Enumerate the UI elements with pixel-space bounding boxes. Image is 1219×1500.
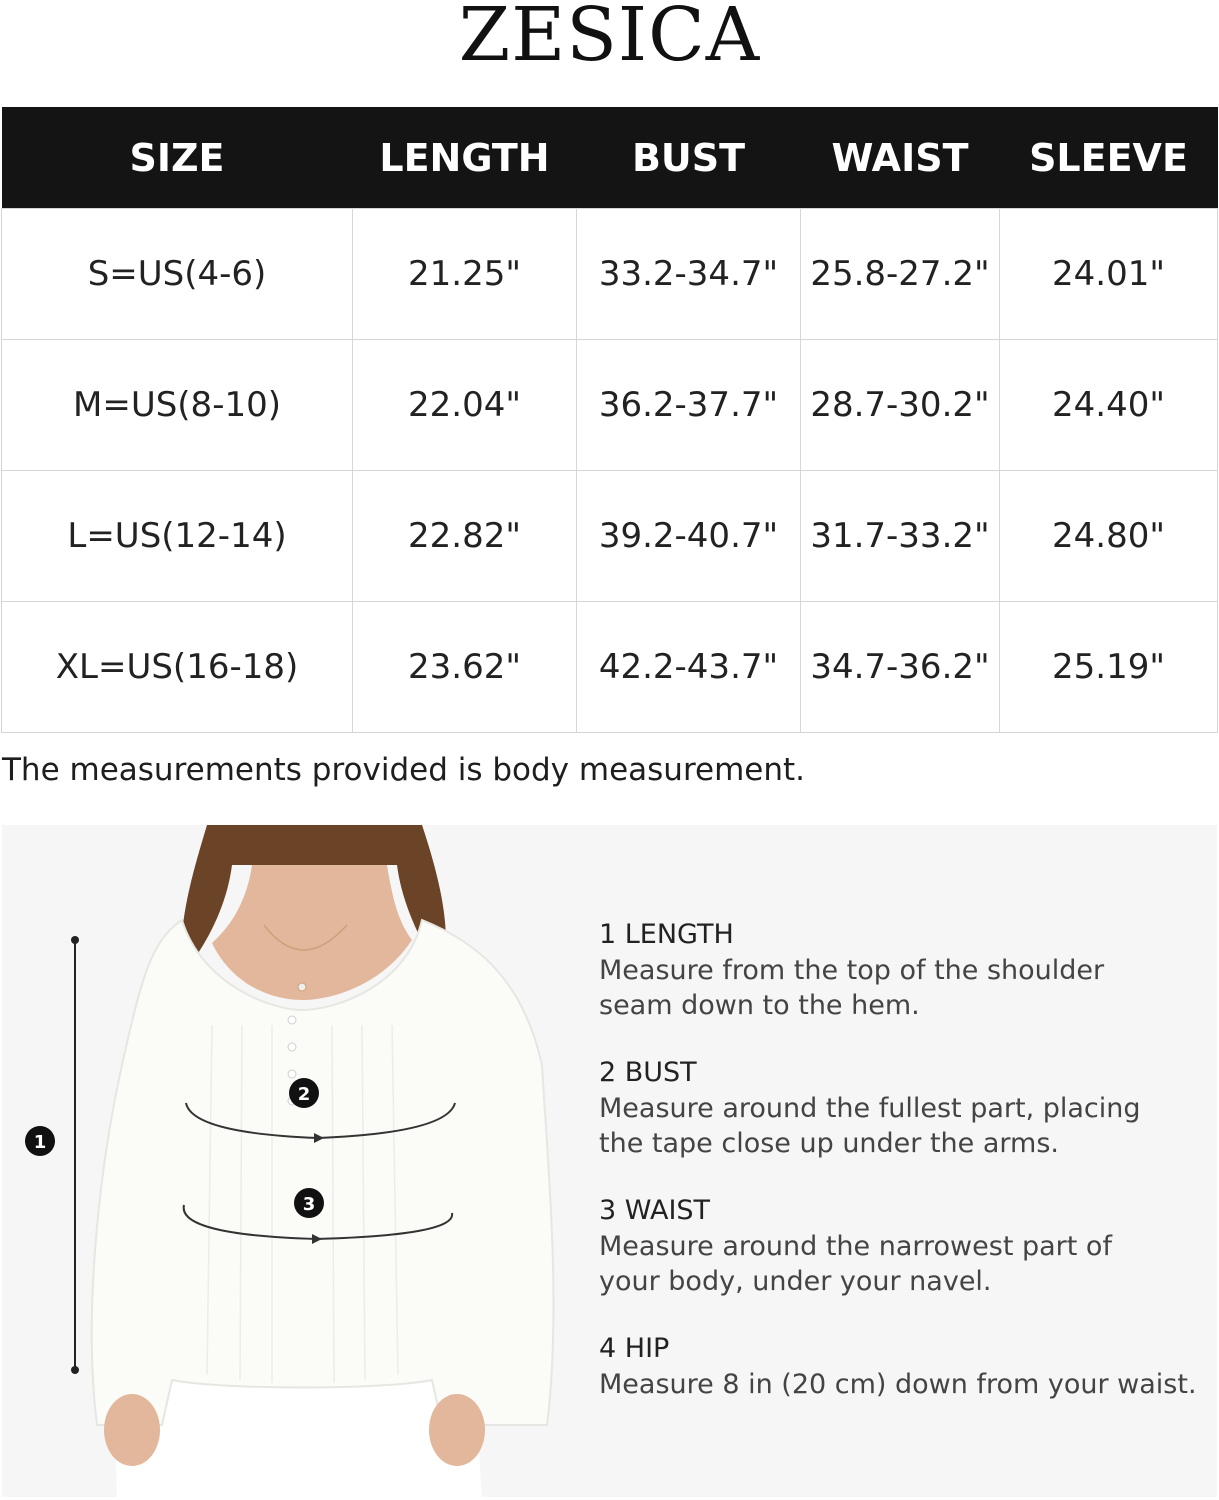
header-length: LENGTH bbox=[353, 107, 577, 209]
measure-steps bbox=[599, 917, 1209, 1434]
header-waist: WAIST bbox=[801, 107, 1000, 209]
step-title: 1 LENGTH bbox=[599, 919, 734, 950]
cell-bust: 42.2-43.7" bbox=[577, 602, 801, 733]
cell-size: S=US(4-6) bbox=[2, 209, 353, 340]
cell-waist: 31.7-33.2" bbox=[801, 471, 1000, 602]
step-title: 3 WAIST bbox=[599, 1195, 711, 1226]
table-row bbox=[2, 602, 1218, 733]
cell-sleeve: 25.19" bbox=[1000, 602, 1218, 733]
header-size: SIZE bbox=[2, 107, 353, 209]
step-desc: Measure around the fullest part, placing the tape close up under the arms. bbox=[599, 1093, 1141, 1159]
step-desc: Measure 8 in (20 cm) down from your waist. bbox=[599, 1369, 1197, 1400]
cell-length: 21.25" bbox=[353, 209, 577, 340]
cell-bust: 33.2-34.7" bbox=[577, 209, 801, 340]
step-hip bbox=[599, 1331, 1209, 1402]
step-waist bbox=[599, 1193, 1209, 1299]
table-row bbox=[2, 340, 1218, 471]
table-row bbox=[2, 209, 1218, 340]
model-illustration bbox=[2, 825, 602, 1497]
cell-bust: 39.2-40.7" bbox=[577, 471, 801, 602]
table-header-row bbox=[2, 107, 1218, 209]
cell-waist: 25.8-27.2" bbox=[801, 209, 1000, 340]
cell-sleeve: 24.80" bbox=[1000, 471, 1218, 602]
cell-size: XL=US(16-18) bbox=[2, 602, 353, 733]
size-chart-table bbox=[1, 107, 1218, 733]
measurement-note: The measurements provided is body measurement. bbox=[2, 752, 806, 788]
step-desc: Measure from the top of the shoulder seam down to the hem. bbox=[599, 955, 1105, 1021]
cell-length: 23.62" bbox=[353, 602, 577, 733]
step-title: 4 HIP bbox=[599, 1333, 670, 1364]
cell-length: 22.82" bbox=[353, 471, 577, 602]
header-sleeve: SLEEVE bbox=[1000, 107, 1218, 209]
table-row bbox=[2, 471, 1218, 602]
cell-sleeve: 24.40" bbox=[1000, 340, 1218, 471]
cell-size: M=US(8-10) bbox=[2, 340, 353, 471]
step-length bbox=[599, 917, 1209, 1023]
cell-size: L=US(12-14) bbox=[2, 471, 353, 602]
cell-waist: 28.7-30.2" bbox=[801, 340, 1000, 471]
header-bust: BUST bbox=[577, 107, 801, 209]
measure-guide-panel bbox=[2, 825, 1217, 1497]
cell-bust: 36.2-37.7" bbox=[577, 340, 801, 471]
cell-length: 22.04" bbox=[353, 340, 577, 471]
step-title: 2 BUST bbox=[599, 1057, 697, 1088]
brand-logo: ZESICA bbox=[458, 0, 761, 78]
marker-1-label: 1 bbox=[33, 1132, 47, 1153]
model-hand-left bbox=[104, 1394, 160, 1466]
step-desc: Measure around the narrowest part of your body, under your navel. bbox=[599, 1231, 1112, 1297]
marker-3-label: 3 bbox=[302, 1194, 316, 1215]
cell-sleeve: 24.01" bbox=[1000, 209, 1218, 340]
cell-waist: 34.7-36.2" bbox=[801, 602, 1000, 733]
marker-2-label: 2 bbox=[297, 1084, 311, 1105]
model-hand-right bbox=[429, 1394, 485, 1466]
step-bust bbox=[599, 1055, 1209, 1161]
